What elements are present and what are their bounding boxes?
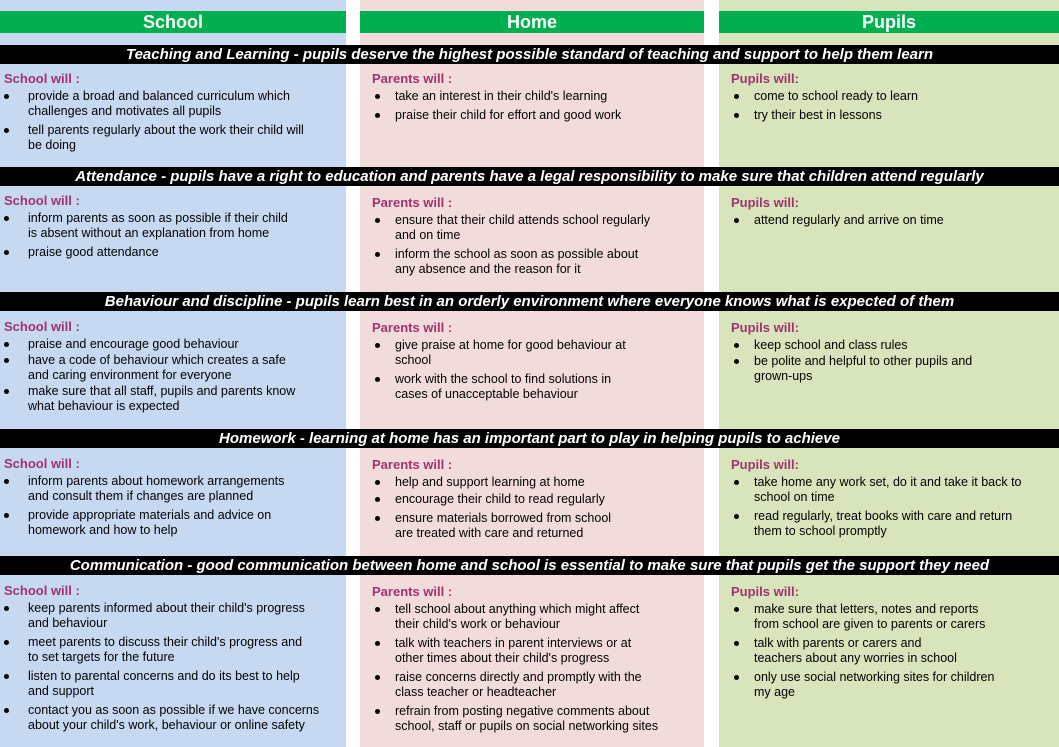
list-item: take home any work set, do it and take it back to school on time xyxy=(731,475,1053,505)
school-will-label: School will : xyxy=(4,193,80,208)
pupils-will-label: Pupils will: xyxy=(731,71,799,86)
pupil-commitments-teaching xyxy=(731,71,1053,127)
list-item: keep parents informed about their child's progress and behaviour xyxy=(4,601,338,631)
list-item: read regularly, treat books with care and return them to school promptly xyxy=(731,509,1053,539)
list-item: contact you as soon as possible if we have concerns about your child's work, behaviour or online safety xyxy=(4,703,338,733)
parents-will-label: Parents will : xyxy=(372,71,453,86)
school-commitments-attendance xyxy=(4,193,338,264)
list-item: attend regularly and arrive on time xyxy=(731,213,1053,228)
pupils-will-label: Pupils will: xyxy=(731,457,799,472)
list-item: inform parents as soon as possible if their child is absent without an explanation from home xyxy=(4,211,338,241)
pupils-will-label: Pupils will: xyxy=(731,195,799,210)
pupils-column-header: Pupils xyxy=(719,11,1059,33)
list-item: inform parents about homework arrangements and consult them if changes are planned xyxy=(4,474,338,504)
list-item: be polite and helpful to other pupils and grown-ups xyxy=(731,354,1053,384)
list-item: take an interest in their child's learning xyxy=(372,89,698,104)
school-will-label: School will : xyxy=(4,71,80,86)
list-item: provide a broad and balanced curriculum which challenges and motivates all pupils xyxy=(4,89,338,119)
list-item: make sure that all staff, pupils and parents know what behaviour is expected xyxy=(4,384,338,414)
parent-commitments-communication xyxy=(372,584,698,738)
pupil-commitments-attendance xyxy=(731,195,1053,232)
parents-will-label: Parents will : xyxy=(372,584,453,599)
parent-commitments-behaviour xyxy=(372,320,698,406)
section-banner-communication: Communication - good communication between home and school is essential to make sure that pupils get the support they need xyxy=(0,556,1059,575)
list-item: come to school ready to learn xyxy=(731,89,1053,104)
list-item: ensure that their child attends school regularly and on time xyxy=(372,213,698,243)
list-item: tell school about anything which might affect their child's work or behaviour xyxy=(372,602,698,632)
parents-will-label: Parents will : xyxy=(372,320,453,335)
list-item: refrain from posting negative comments about school, staff or pupils on social networking sites xyxy=(372,704,698,734)
section-banner-teaching: Teaching and Learning - pupils deserve the highest possible standard of teaching and support to help them learn xyxy=(0,45,1059,64)
list-item: tell parents regularly about the work their child will be doing xyxy=(4,123,338,153)
list-item: meet parents to discuss their child's progress and to set targets for the future xyxy=(4,635,338,665)
school-will-label: School will : xyxy=(4,583,80,598)
pupil-commitments-behaviour xyxy=(731,320,1053,388)
list-item: make sure that letters, notes and reports from school are given to parents or carers xyxy=(731,602,1053,632)
list-item: praise and encourage good behaviour xyxy=(4,337,338,352)
section-banner-behaviour: Behaviour and discipline - pupils learn best in an orderly environment where everyone knows what is expected of them xyxy=(0,292,1059,311)
pupils-will-label: Pupils will: xyxy=(731,584,799,599)
school-will-label: School will : xyxy=(4,456,80,471)
school-commitments-homework xyxy=(4,456,338,542)
list-item: help and support learning at home xyxy=(372,475,698,490)
school-commitments-teaching xyxy=(4,71,338,157)
list-item: try their best in lessons xyxy=(731,108,1053,123)
school-commitments-behaviour xyxy=(4,319,338,418)
list-item: praise good attendance xyxy=(4,245,338,260)
pupil-commitments-communication xyxy=(731,584,1053,704)
list-item: give praise at home for good behaviour at school xyxy=(372,338,698,368)
section-banner-attendance: Attendance - pupils have a right to education and parents have a legal responsibility to make sure that children attend regularly xyxy=(0,167,1059,186)
list-item: ensure materials borrowed from school are treated with care and returned xyxy=(372,511,698,541)
parents-will-label: Parents will : xyxy=(372,195,453,210)
school-column-header: School xyxy=(0,11,346,33)
parent-commitments-attendance xyxy=(372,195,698,281)
list-item: encourage their child to read regularly xyxy=(372,492,698,507)
pupils-will-label: Pupils will: xyxy=(731,320,799,335)
list-item: listen to parental concerns and do its best to help and support xyxy=(4,669,338,699)
list-item: have a code of behaviour which creates a safe and caring environment for everyone xyxy=(4,353,338,383)
parent-commitments-teaching xyxy=(372,71,698,127)
school-will-label: School will : xyxy=(4,319,80,334)
list-item: praise their child for effort and good work xyxy=(372,108,698,123)
school-commitments-communication xyxy=(4,583,338,737)
list-item: raise concerns directly and promptly with the class teacher or headteacher xyxy=(372,670,698,700)
home-column-header: Home xyxy=(360,11,704,33)
list-item: talk with teachers in parent interviews or at other times about their child's progress xyxy=(372,636,698,666)
section-banner-homework: Homework - learning at home has an important part to play in helping pupils to achieve xyxy=(0,429,1059,448)
list-item: keep school and class rules xyxy=(731,338,1053,353)
parent-commitments-homework xyxy=(372,457,698,545)
list-item: talk with parents or carers and teachers about any worries in school xyxy=(731,636,1053,666)
parents-will-label: Parents will : xyxy=(372,457,453,472)
list-item: work with the school to find solutions in cases of unacceptable behaviour xyxy=(372,372,698,402)
list-item: only use social networking sites for children my age xyxy=(731,670,1053,700)
list-item: provide appropriate materials and advice on homework and how to help xyxy=(4,508,338,538)
list-item: inform the school as soon as possible about any absence and the reason for it xyxy=(372,247,698,277)
pupil-commitments-homework xyxy=(731,457,1053,543)
